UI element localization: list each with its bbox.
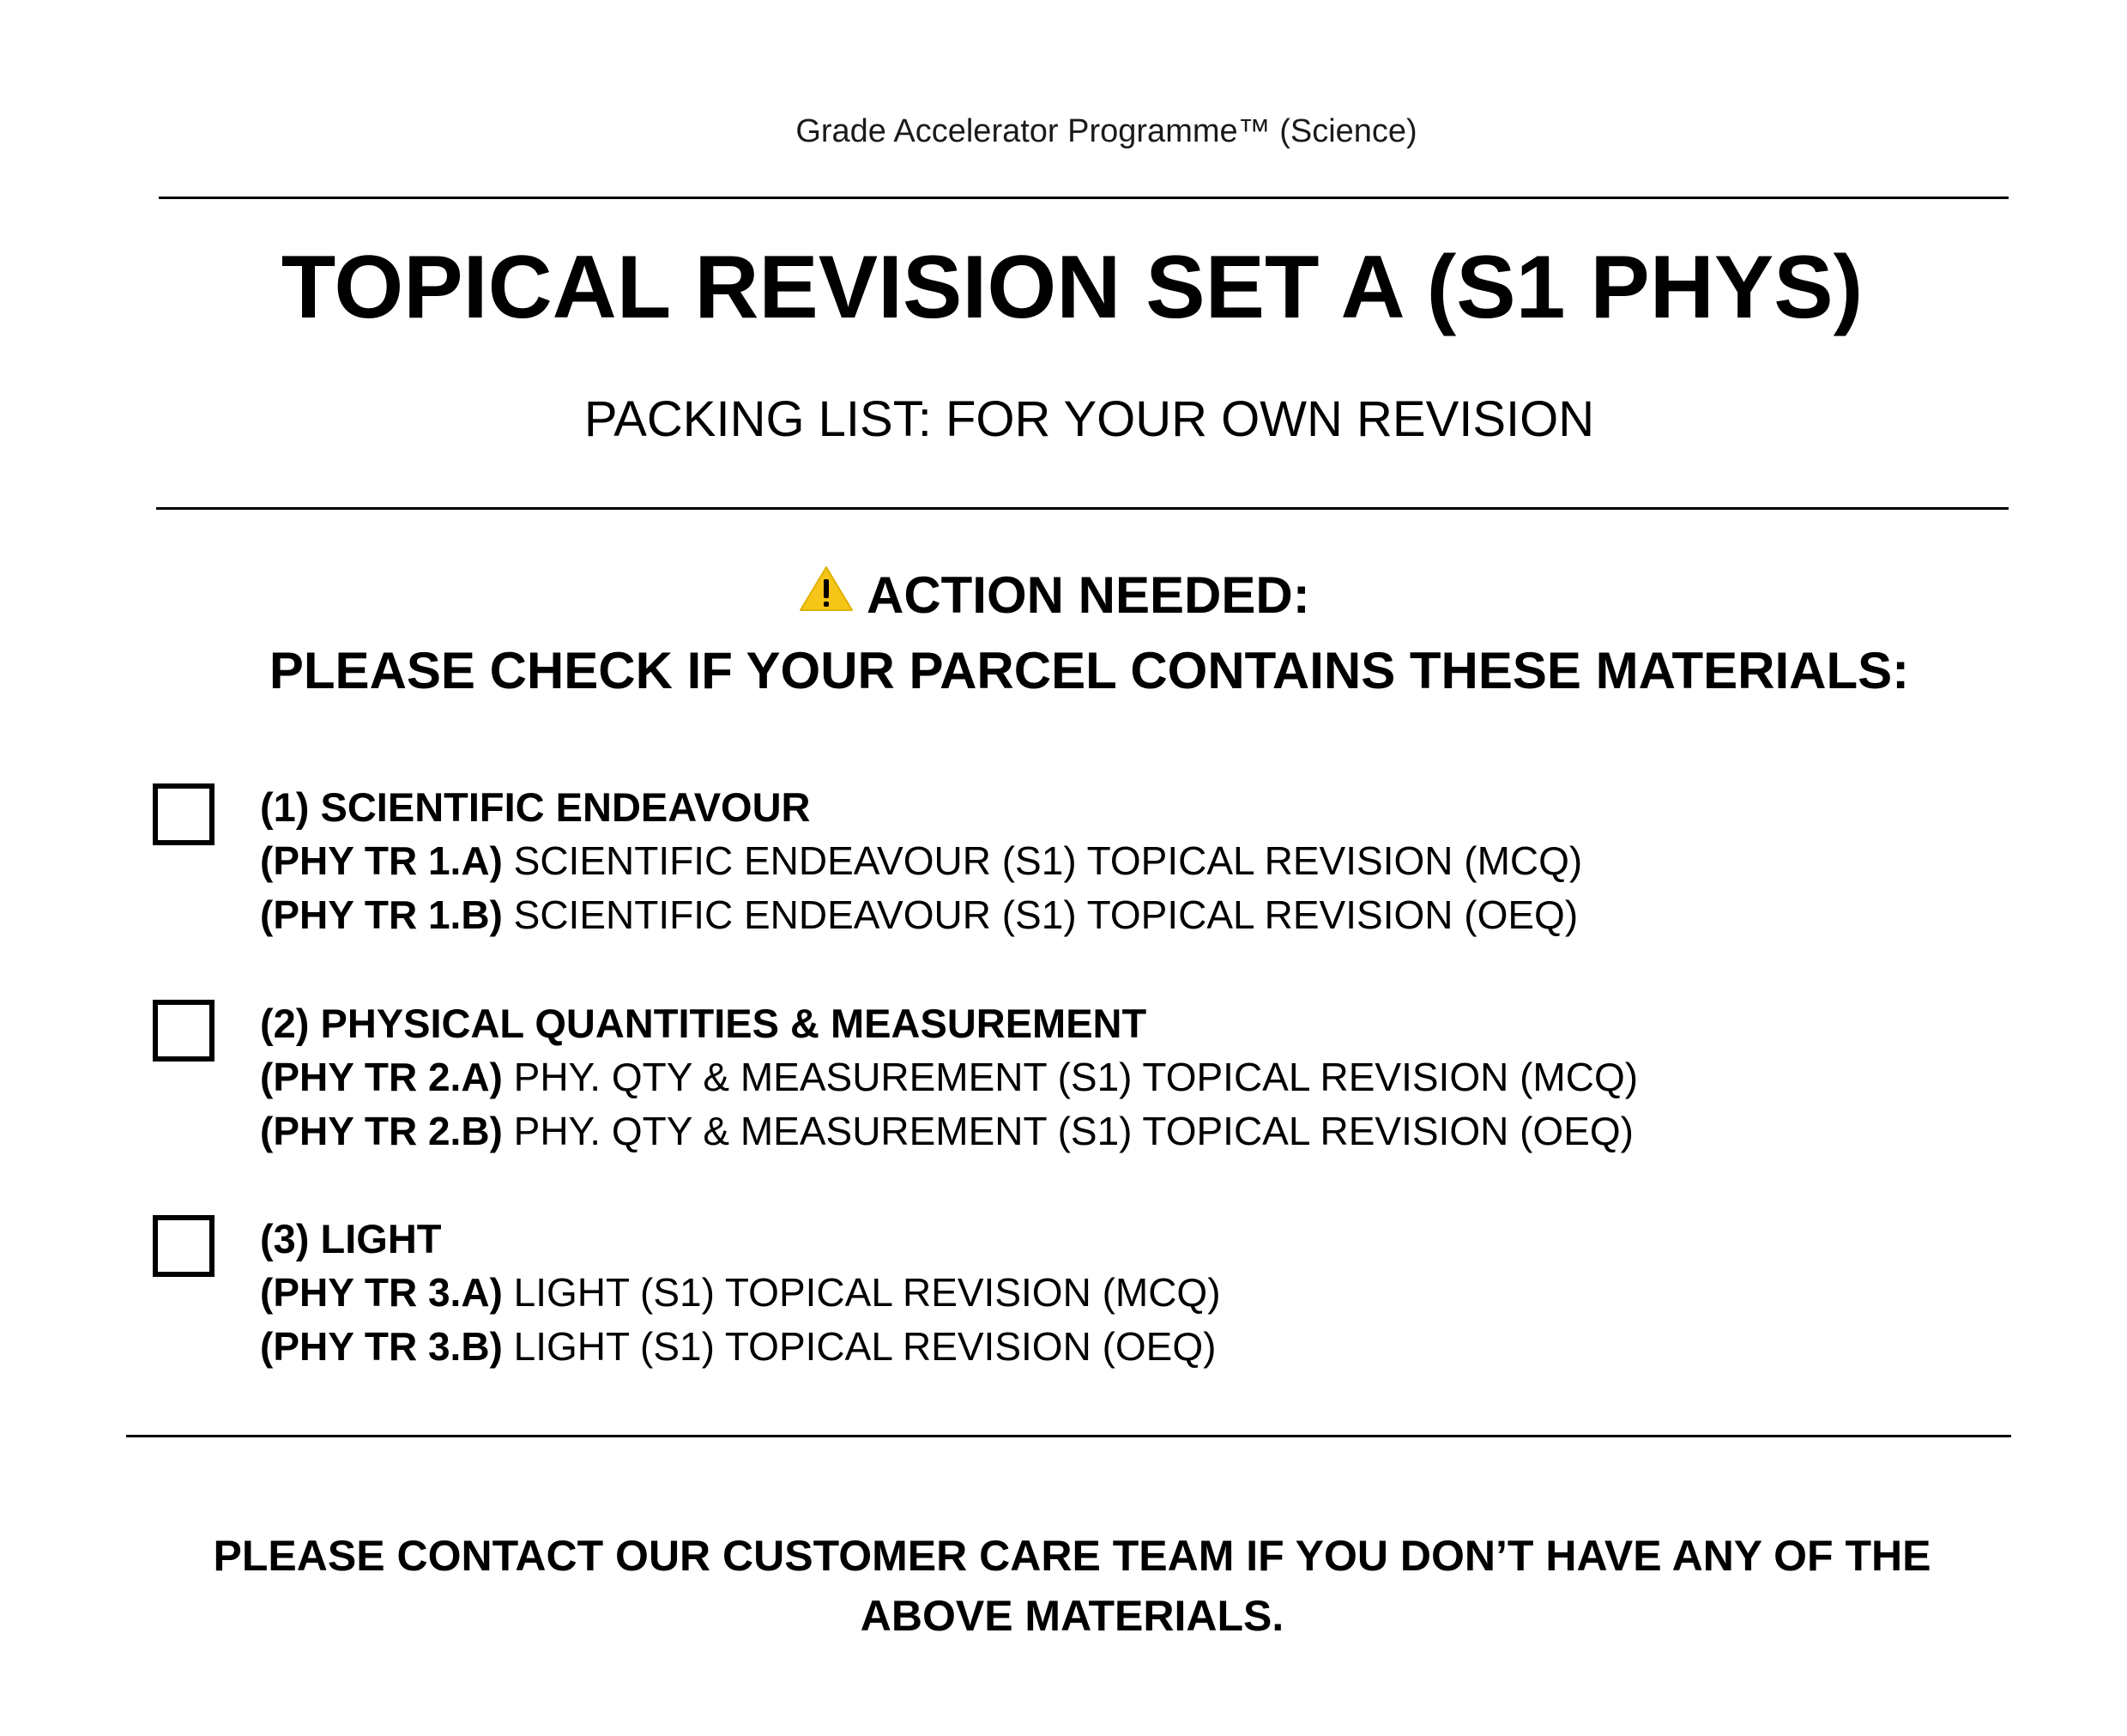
item-text: SCIENTIFIC ENDEAVOUR (S1) TOPICAL REVISION (MCQ) xyxy=(513,838,1583,883)
list-item xyxy=(260,834,1582,888)
item-code: (PHY TR 2.B) xyxy=(260,1109,503,1153)
list-item xyxy=(260,888,1582,942)
group-title: (3) LIGHT xyxy=(260,1216,442,1261)
page-subtitle: PACKING LIST: FOR YOUR OWN REVISION xyxy=(583,391,1595,447)
checkbox-light[interactable] xyxy=(153,1215,215,1277)
checkbox-scientific-endeavour[interactable] xyxy=(153,783,215,845)
footer-line: ABOVE MATERIALS. xyxy=(860,1592,1284,1640)
item-code: (PHY TR 3.B) xyxy=(260,1324,503,1369)
item-text: LIGHT (S1) TOPICAL REVISION (OEQ) xyxy=(513,1324,1217,1369)
list-item xyxy=(260,1320,1221,1374)
footer-line: PLEASE CONTACT OUR CUSTOMER CARE TEAM IF YOU DON’T HAVE ANY OF THE xyxy=(213,1532,1931,1580)
divider-middle xyxy=(156,507,2009,510)
divider-bottom xyxy=(126,1435,2011,1437)
program-name: Grade Accelerator Programme™ (Science) xyxy=(795,113,1417,149)
group-title: (1) SCIENTIFIC ENDEAVOUR xyxy=(260,784,811,830)
page-title: TOPICAL REVISION SET A (S1 PHYS) xyxy=(281,238,1864,337)
list-item xyxy=(260,1050,1638,1104)
action-subheading: PLEASE CHECK IF YOUR PARCEL CONTAINS THESE MATERIALS: xyxy=(269,642,1910,699)
group-title: (2) PHYSICAL QUANTITIES & MEASUREMENT xyxy=(260,1001,1147,1046)
item-code: (PHY TR 2.A) xyxy=(260,1055,503,1099)
checklist-group xyxy=(260,1212,1221,1374)
item-text: PHY. QTY & MEASUREMENT (S1) TOPICAL REVISION (OEQ) xyxy=(513,1109,1634,1153)
list-item xyxy=(260,1266,1221,1320)
warning-icon xyxy=(799,565,854,613)
list-item xyxy=(260,1104,1638,1158)
action-heading: ACTION NEEDED: xyxy=(867,566,1310,624)
checklist-group xyxy=(260,996,1638,1158)
item-text: PHY. QTY & MEASUREMENT (S1) TOPICAL REVISION (MCQ) xyxy=(513,1055,1639,1099)
item-text: LIGHT (S1) TOPICAL REVISION (MCQ) xyxy=(513,1270,1221,1315)
footer-note xyxy=(0,1526,2127,1646)
item-code: (PHY TR 1.A) xyxy=(260,838,503,883)
item-code: (PHY TR 1.B) xyxy=(260,892,503,937)
checkbox-physical-quantities[interactable] xyxy=(153,1000,215,1062)
item-code: (PHY TR 3.A) xyxy=(260,1270,503,1315)
checklist-group xyxy=(260,780,1582,942)
divider-top xyxy=(159,197,2009,199)
item-text: SCIENTIFIC ENDEAVOUR (S1) TOPICAL REVISION (OEQ) xyxy=(513,892,1579,937)
